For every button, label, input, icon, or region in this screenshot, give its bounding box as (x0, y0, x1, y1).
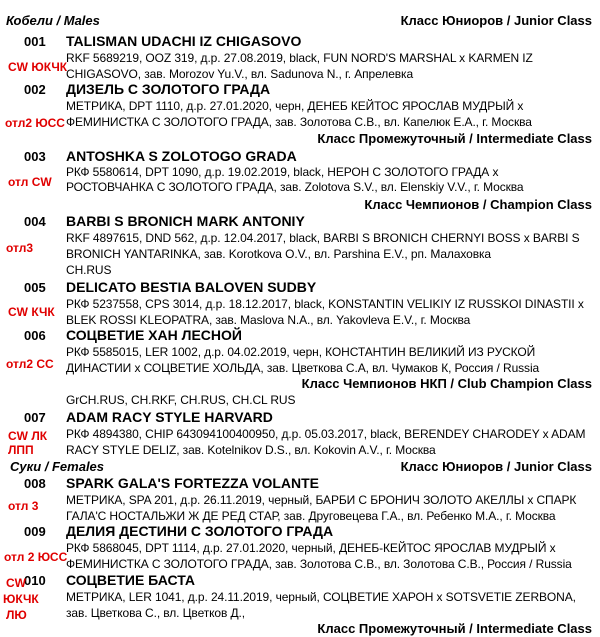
grade-annotation: CW КЧК (8, 305, 55, 319)
grade-annotation: отл2 ЮСС (5, 116, 65, 130)
grade-annotation: отл 2 ЮСС (4, 550, 68, 564)
entry-number: 001 (24, 34, 46, 49)
dog-name: СОЦВЕТИЕ БАСТА (66, 572, 196, 588)
entry-details-line: РКФ 4894380, CHIP 643094100400950, д.р. 05.03.2017, black, BERENDEY CHARODEY x ADAM (66, 427, 586, 441)
grade-annotation: ЮКЧК (3, 592, 39, 606)
class-title-champion: Класс Чемпионов / Champion Class (364, 197, 592, 212)
entry-number: 006 (24, 328, 46, 343)
grade-annotation: отл CW (8, 175, 52, 189)
entry-number: 009 (24, 524, 46, 539)
entry-details-line: РКФ 5580614, DPT 1090, д.р. 19.02.2019, black, НЕРОН С ЗОЛОТОГО ГРАДА x (66, 165, 499, 179)
entry-details-line: МЕТРИКА, LER 1041, д.р. 24.11.2019, черный, СОЦВЕТИЕ ХАРОН x SOTSVETIE ZERBONA, (66, 590, 576, 604)
grade-annotation: CW ЛК (8, 429, 48, 443)
entry-details-line: BLEK ROSSI KLEOPATRA, зав. Maslova N.A., вл. Yakovleva E.V., г. Москва (66, 313, 471, 327)
grade-annotation: отл2 СС (6, 357, 54, 371)
grade-annotation: CW (6, 576, 26, 590)
entry-number: 005 (24, 280, 46, 295)
entry-details-line: РОСТОВЧАНКА С ЗОЛОТОГО ГРАДА, зав. Zolotova S.V., вл. Elenskiy V.V., г. Москва (66, 180, 524, 194)
entry-details-line: RACY STYLE DELIZ, зав. Kotelnikov D.S., вл. Kokovin A.V., г. Москва (66, 443, 436, 457)
dog-name: TALISMAN UDACHI IZ CHIGASOVO (66, 33, 302, 49)
dog-name: ANTOSHKA S ZOLOTOGO GRADA (66, 148, 297, 164)
entry-details-line: РКФ 5868045, DPT 1114, д.р. 27.01.2020, черный, ДЕНЕБ-КЕЙТОС ЯРОСЛАВ МУДРЫЙ x (66, 541, 556, 555)
entry-details-line: РКФ 5585015, LER 1002, д.р. 04.02.2019, черн, КОНСТАНТИН ВЕЛИКИЙ ИЗ РУСКОЙ (66, 345, 536, 359)
entry-number: 008 (24, 476, 46, 491)
entry-number: 002 (24, 82, 46, 97)
dog-name: SPARK GALA'S FORTEZZA VOLANTE (66, 475, 319, 491)
entry-title-line: CH.RUS (66, 263, 112, 277)
entry-details-line: CHIGASOVO, зав. Morozov Yu.V., вл. Sadunova N., г. Апрелевка (66, 67, 414, 81)
entry-number: 004 (24, 214, 46, 229)
class-title-junior-females: Класс Юниоров / Junior Class (400, 459, 592, 474)
dog-name: ДИЗЕЛЬ С ЗОЛОТОГО ГРАДА (66, 81, 271, 97)
entry-number: 003 (24, 149, 46, 164)
grade-annotation: ЛЮ (6, 608, 27, 622)
dog-name: ADAM RACY STYLE HARVARD (66, 409, 273, 425)
males-section-title: Кобели / Males (6, 13, 100, 28)
entry-title-line: GrCH.RUS, CH.RKF, CH.RUS, CH.CL RUS (66, 393, 296, 407)
class-title-junior-males: Класс Юниоров / Junior Class (400, 13, 592, 28)
entry-details-line: МЕТРИКА, SPA 201, д.р. 26.11.2019, черный, БАРБИ С БРОНИЧ ЗОЛОТО АКЕЛЛЫ x СПАРК (66, 493, 577, 507)
dog-name: DELICATO BESTIA BALOVEN SUDBY (66, 279, 317, 295)
dog-name: ДЕЛИЯ ДЕСТИНИ С ЗОЛОТОГО ГРАДА (66, 523, 334, 539)
grade-annotation: CW ЮКЧК (8, 60, 68, 74)
class-title-next-partial: Класс Промежуточный / Intermediate Class (317, 621, 592, 636)
entry-number: 007 (24, 410, 46, 425)
entry-details-line: ГАЛА'С НОСТАЛЬЖИ Ж ДЕ РЕД СТАР, зав. Друговецева Г.А., вл. Ребенко М.А., г. Москва (66, 509, 556, 523)
females-section-title: Суки / Females (10, 459, 105, 474)
grade-annotation: отл3 (6, 241, 34, 255)
entry-details-line: RKF 4897615, DND 562, д.р. 12.04.2017, black, BARBI S BRONICH CHERNYI BOSS x BARBI S (66, 231, 580, 245)
dog-name: СОЦВЕТИЕ ХАН ЛЕСНОЙ (66, 327, 242, 343)
entry-details-line: ФЕМИНИСТКА С ЗОЛОТОГО ГРАДА, зав. Золотова С.В., вл. Капелюк Е.А., г. Москва (66, 115, 532, 129)
entry-details-line: RKF 5689219, OOZ 319, д.р. 27.08.2019, black, FUN NORD'S MARSHAL x KARMEN IZ (66, 51, 533, 65)
entry-details-line: МЕТРИКА, DPT 1110, д.р. 27.01.2020, черн, ДЕНЕБ КЕЙТОС ЯРОСЛАВ МУДРЫЙ x (66, 99, 524, 113)
class-title-club-champion: Класс Чемпионов НКП / Club Champion Class (301, 376, 592, 391)
entry-details-line: BRONICH YANTARINKA, зав. Korotkova O.V., вл. Parshina E.V., рп. Малаховка (66, 247, 492, 261)
entry-number: 010 (24, 573, 46, 588)
entry-details-line: зав. Цветкова С., вл. Цветков Д., (66, 606, 246, 620)
dog-name: BARBI S BRONICH MARK ANTONIY (66, 213, 305, 229)
grade-annotation: отл 3 (8, 499, 39, 513)
class-title-intermediate: Класс Промежуточный / Intermediate Class (317, 131, 592, 146)
grade-annotation: ЛПП (8, 443, 34, 457)
entry-details-line: ДИНАСТИИ x СОЦВЕТИЕ ХОЛЬДА, зав. Цветкова С.А, вл. Чумаков К, Россия / Russia (66, 361, 540, 375)
entry-details-line: РКФ 5237558, CPS 3014, д.р. 18.12.2017, black, KONSTANTIN VELIKIY IZ RUSSKOI DINASTII x (66, 297, 584, 311)
entry-details-line: ФЕМИНИСТКА С ЗОЛОТОГО ГРАДА, зав. Золотова С.В., вл. Золотова С.В., Россия / Russia (66, 557, 572, 571)
